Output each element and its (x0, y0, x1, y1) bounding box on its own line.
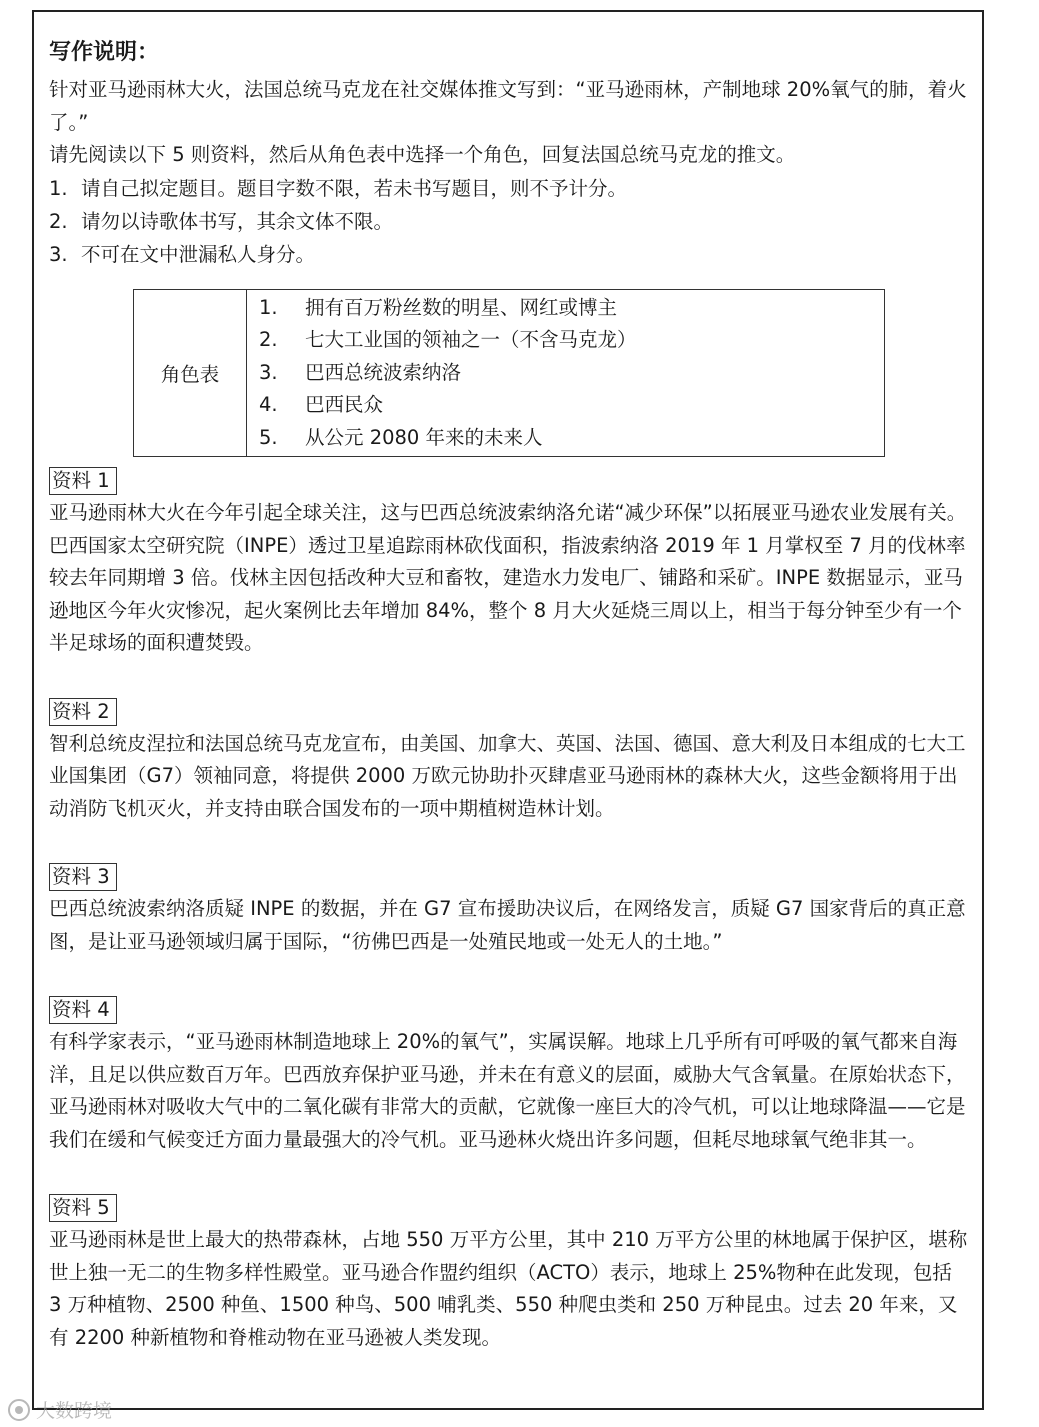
watermark (8, 1396, 112, 1423)
role-item (259, 357, 884, 390)
source-5 (49, 1194, 970, 1354)
instruction-number: 2. (49, 209, 68, 233)
instruction-list (49, 172, 970, 271)
document-content (49, 38, 970, 1354)
instruction-text: 请自己拟定题目。题目字数不限，若未书写题目，则不予计分。 (81, 176, 628, 200)
role-number: 2. (259, 328, 278, 352)
source-text: 有科学家表示，“亚马逊雨林制造地球上 20%的氧气”，实属误解。地球上几乎所有可呼吸的氧气都来自海洋，且足以供应数百万年。巴西放弃保护亚马逊，并未在有意义的层面，威胁大气含氧量。在原始状态下，亚马逊雨林对吸收大气中的二氧化碳有非常大的贡献，它就像一座巨大的冷气机，可以让地球降温——它是我们在缓和气候变迁方面力量最强大的冷气机。亚马逊林火烧出许多问题，但耗尽地球氧气绝非其一。 (49, 1030, 966, 1151)
source-label: 资料 3 (49, 863, 117, 891)
role-item (259, 324, 884, 357)
role-list (247, 289, 885, 457)
role-number: 3. (259, 360, 278, 384)
watermark-logo-icon (8, 1399, 30, 1421)
instruction-text: 不可在文中泄漏私人身分。 (81, 242, 316, 266)
source-3 (49, 863, 970, 958)
role-text: 巴西总统波索纳洛 (305, 360, 462, 384)
watermark-text: 大数跨境 (36, 1400, 113, 1422)
instruction-number: 3. (49, 242, 68, 266)
role-text: 七大工业国的领袖之一（不含马克龙） (305, 328, 637, 352)
source-1 (49, 467, 970, 660)
role-number: 1. (259, 295, 278, 319)
role-text: 巴西民众 (305, 393, 384, 417)
intro-paragraph-2: 请先阅读以下 5 则资料，然后从角色表中选择一个角色，回复法国总统马克龙的推文。 (49, 143, 796, 166)
source-4 (49, 996, 970, 1156)
instruction-item (49, 238, 970, 271)
page-title: 写作说明： (49, 40, 160, 65)
role-item (259, 422, 884, 455)
role-text: 从公元 2080 年来的未来人 (305, 425, 543, 449)
role-item (259, 292, 884, 325)
source-text: 亚马逊雨林大火在今年引起全球关注，这与巴西总统波索纳洛允诺“减少环保”以拓展亚马逊农业发展有关。巴西国家太空研究院（INPE）透过卫星追踪雨林砍伐面积，指波索纳洛 2019 年 1 月掌权至 7 月的伐林率较去年同期增 3 倍。伐林主因包括改种大豆和畜牧，建造水力发电厂、铺路和采矿。INPE 数据显示，亚马逊地区今年火灾惨况，起火案例比去年增加 84%，整个 8 月大火延烧三周以上，相当于每分钟至少有一个半足球场的面积遭焚毁。 (49, 501, 967, 655)
instruction-item (49, 172, 970, 205)
source-text: 巴西总统波索纳洛质疑 INPE 的数据，并在 G7 宣布援助决议后，在网络发言，质疑 G7 国家背后的真正意图，是让亚马逊领域归属于国际，“彷佛巴西是一处殖民地或一处无人的土地。” (49, 897, 966, 953)
instruction-item (49, 205, 970, 238)
role-number: 5. (259, 425, 278, 449)
role-table-header: 角色表 (134, 289, 247, 457)
source-label: 资料 4 (49, 996, 117, 1024)
instruction-text: 请勿以诗歌体书写，其余文体不限。 (81, 209, 394, 233)
source-label: 资料 2 (49, 698, 117, 726)
source-label: 资料 1 (49, 467, 117, 495)
role-item (259, 389, 884, 422)
source-text: 亚马逊雨林是世上最大的热带森林，占地 550 万平方公里，其中 210 万平方公里的林地属于保护区，堪称世上独一无二的生物多样性殿堂。亚马逊合作盟约组织（ACTO）表示，地球上 25%物种在此发现，包括 3 万种植物、2500 种鱼、1500 种鸟、500 哺乳类、550 种爬虫类和 250 万种昆虫。过去 20 年来，又有 2200 种新植物和脊椎动物在亚马逊被人类发现。 (49, 1228, 968, 1349)
role-text: 拥有百万粉丝数的明星、网红或博主 (305, 295, 618, 319)
source-text: 智利总统皮涅拉和法国总统马克龙宣布，由美国、加拿大、英国、法国、德国、意大利及日本组成的七大工业国集团（G7）领袖同意，将提供 2000 万欧元协助扑灭肆虐亚马逊雨林的森林大火，这些金额将用于出动消防飞机灭火，并支持由联合国发布的一项中期植树造林计划。 (49, 731, 966, 820)
source-2 (49, 698, 970, 826)
source-label: 资料 5 (49, 1194, 117, 1222)
instruction-number: 1. (49, 176, 68, 200)
role-number: 4. (259, 393, 278, 417)
intro-paragraph-1: 针对亚马逊雨林大火，法国总统马克龙在社交媒体推文写到：“亚马逊雨林，产制地球 20%氧气的肺，着火了。” (49, 78, 967, 134)
document-frame (32, 10, 984, 1410)
role-table (133, 289, 885, 458)
